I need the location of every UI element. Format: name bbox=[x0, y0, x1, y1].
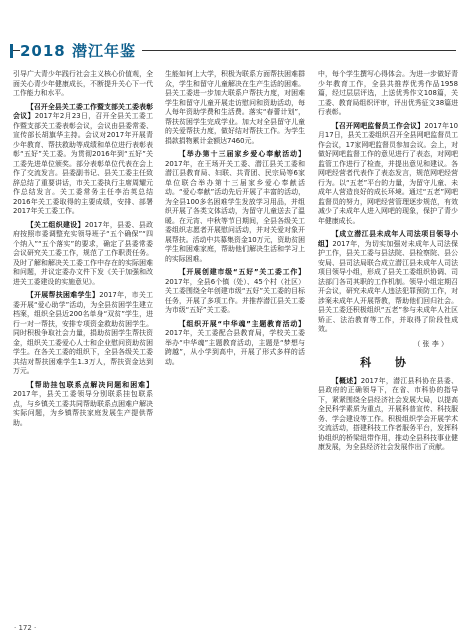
yearbook-title: 2018 潜江年鉴 bbox=[20, 40, 142, 62]
article-body: 中，每个学生撰写心得体会。为进一步做好青少年教育工作，全县共推荐优秀作品1958篇，经过层层评选，上送优秀作文108篇，关工委、教育局组织评审，评出优秀征文38篇进行表彰。 bbox=[318, 70, 458, 116]
article-body: 2017年，潜江县科协在县委、县政府的正确领导下，在省、市科协的指导下，紧紧围绕全县经济社会发展大局，以提高全民科学素质为重点，开展科普宣传、科技服务、学会建设等工作。积极组织学会开展学术交流活动，搭建科技工作者服务平台，发挥科协组织的桥梁纽带作用，推动全县科技事业健康发展，为全县经济社会发展作出了贡献。 bbox=[318, 376, 458, 451]
article-paragraph bbox=[13, 70, 153, 99]
article-heading: 【关工组织建设】 bbox=[26, 220, 85, 229]
header-accent-bar bbox=[10, 44, 13, 58]
article-paragraph bbox=[165, 150, 305, 264]
article-paragraph bbox=[13, 291, 153, 377]
article-body: 引导广大青少年践行社会主义核心价值观，全面关心青少年健康成长，不断提升关心下一代工作能力和水平。 bbox=[13, 70, 153, 97]
article-heading: 【开展帮扶困难学生】 bbox=[26, 291, 100, 299]
section-title: 科 协 bbox=[360, 355, 416, 369]
article-heading: 【成立潜江县未成年人司法项目领导小组】 bbox=[318, 230, 458, 248]
text-column-3 bbox=[318, 70, 458, 457]
article-paragraph bbox=[165, 70, 305, 146]
article-body: 生能如何上大学，积极为联系方面帮扶困难群众，学生和留守儿童解决在生产生活的困难。县关工委进一步加大联系户帮扶力度，对困难学生和留守儿童开展走访慰问和资助活动，每人每年资助学费和生活费。落实“春蕾计划”，帮扶贫困学生完成学业。加大对全县留守儿童的关爱帮扶力度，做好结对帮扶工作。为学生捐款捐物累计金额达7460元。 bbox=[165, 70, 305, 145]
page-header bbox=[0, 0, 468, 64]
article-heading: 【召开全县关工委工作暨支部关工委表彰会议】 bbox=[13, 102, 153, 120]
article-heading: 【举办第十三届家乡爱心奉献活动】 bbox=[178, 150, 305, 158]
article-paragraph bbox=[318, 377, 458, 453]
page-number: · 172 · bbox=[14, 624, 37, 632]
text-column-1 bbox=[13, 70, 153, 432]
article-paragraph bbox=[318, 70, 458, 118]
article-paragraph bbox=[13, 381, 153, 429]
article-body: 2017年，在王场开关工委、潜江县关工委和潜江县教育局、妇联、共青团、民宗局等6家单位联合举办第十三届家乡爱心奉献活动。“爱心奉献”活动先后开展了丰富的活动，为全县100多名困难学生发放学习用品，并组织开展了各类文体活动，为留守儿童送去了温暖。在元宵、中秋等节日期间，全县各级关工委组织志愿者开展慰问活动，并对关爱对象开展帮扶。活动中共募集资金10万元，资助贫困学生和困难家庭，帮助他们解决生活和学习上的实际困难。 bbox=[165, 159, 305, 263]
article-paragraph bbox=[318, 122, 458, 227]
text-column-2 bbox=[165, 70, 305, 371]
article-heading: 【召开网吧监督员工作会议】 bbox=[331, 121, 425, 130]
article-body: 2017年2月23日，召开全县关工委工作暨支部关工委表彰会议，会议由县委常委、宣传部长胡旗华主持。会议对2017年开展青少年教育、帮扶救助等成绩和单位进行表彰表彰“五好”关工委。为贯彻2016年到“五好”关工委先进单位颁奖。部分表彰单位代表在会上作了交流发言。县委副书记、县关工委主任致辞总结了重要讲话，市关工委执行主席周耀元作总结发言。关工委常务主任李治英总结2016年关工委取得的主要成绩，安排、部署2017年关工委工作。 bbox=[13, 112, 154, 215]
article-body: 2017年，县委、县政府按照市委调整充实领导班子“五个确保”“四个纳入”“五个落实”的要求，确定了县委常委会议研究关工委工作，规范了工作职责任务。及时了解和解决关工委工作中存在的实际困难和问题，并议定委办文件下发《关于加强和改进关工委建设的实施意见》。 bbox=[13, 220, 153, 286]
article-paragraph bbox=[13, 221, 153, 288]
article-body: 2017年，全县6个镇（处）、45个村（社区）关工委围绕全年创建市级“五好”关工委的目标任务，开展了多项工作。并推荐潜江县关工委为市级“五好”关工委。 bbox=[165, 277, 305, 314]
article-paragraph bbox=[13, 103, 153, 217]
article-heading: 【概述】 bbox=[331, 376, 361, 385]
article-paragraph bbox=[318, 230, 458, 335]
article-body: 2017年，市关工委开展“爱心助学”活动，为全县贫困学生建立档案，组织全县近200名单身“双贫”学生，进行一对一帮扶，安排专项资金救助贫困学生。同时积极争取社会力量，捐助贫困学生帮扶资金，组织关工委爱心人士和企业慰问资助贫困学生。在各关工委的组织下，全县各级关工委共结对帮扶困难学生1.3万人，帮扶资金达到万元。 bbox=[13, 291, 153, 375]
author-signature: （ 张 李 ） bbox=[413, 339, 448, 348]
article-heading: 【组织开展“中华魂”主题教育活动】 bbox=[178, 319, 305, 328]
article-body: 2017年10月17日，县关工委组织召开全县网吧监督员工作会议，17家网吧监督员参加会议。会上，对做好网吧监督工作的意见进行了表态，对网吧监管工作进行了检查，并提出意见和建议。各网吧经营者代表作了表态发言，规范网吧经营行为。以“五老”平台的力量，为留守儿童、未成年人营造良好的成长环境。通过“五老”网吧监督员的努力，网吧经营管理逐步规范，有效减少了未成年人进入网吧的现象，保护了青少年健康成长。 bbox=[318, 121, 458, 225]
article-paragraph bbox=[165, 320, 305, 368]
article-body: 2017年，关工委配合县教育局，学校关工委举办“中华魂”主题教育活动，主题是“梦想与跨越”，从小学到高中，开展了形式多样的活动。 bbox=[165, 329, 305, 366]
article-heading: 【帮助挂包联系点解决问题和困难】 bbox=[26, 380, 153, 389]
article-paragraph bbox=[165, 268, 305, 316]
article-body: 2017年，县关工委领导分别联系挂包联系点，与乡镇关工委共同帮助联系点困难户解决实际问题，为乡镇帮扶家庭发展生产提供帮助。 bbox=[13, 390, 153, 427]
article-heading: 【开展创建市级“五好”关工委工作】 bbox=[178, 268, 305, 276]
article-body: 2017年，为切实加强对未成年人司法保护工作，县关工委与县法院、县检察院、县公安局、县司法局联合成立潜江县未成年人司法项目领导小组，形成了县关工委组织协调、司法部门各司其职的工作机制。领导小组定期召开会议，研究未成年人违法犯罪预防工作，对涉案未成年人开展帮教，帮助他们回归社会。县关工委还积极组织“五老”参与未成年人社区矫正、法治教育等工作，并取得了阶段性成效。 bbox=[318, 239, 458, 333]
